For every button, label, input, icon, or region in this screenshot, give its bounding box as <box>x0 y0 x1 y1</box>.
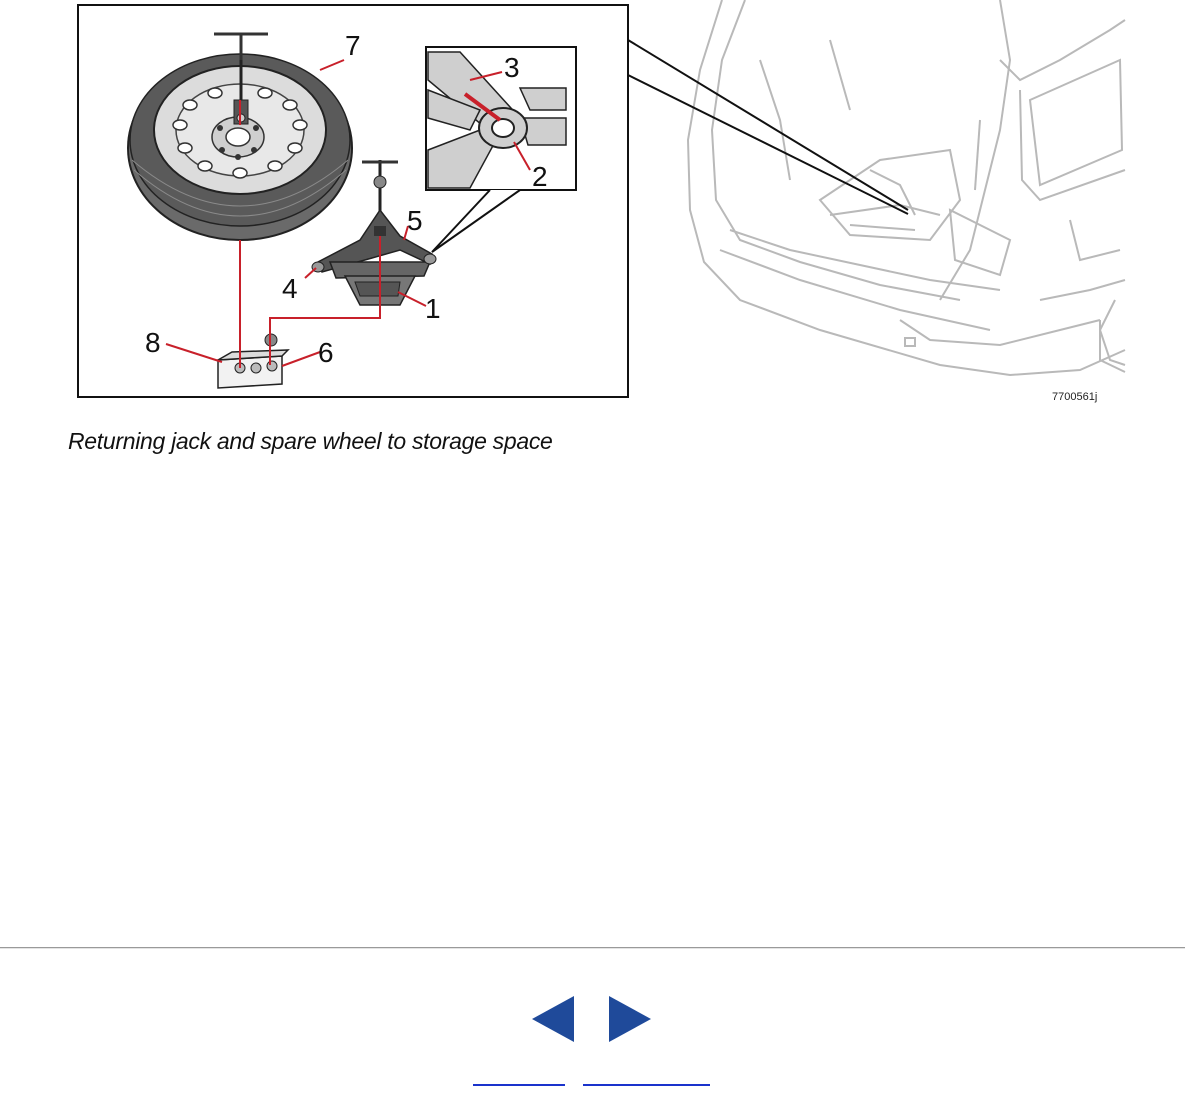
callout-6: 6 <box>318 337 334 368</box>
page-navigation <box>0 994 1185 1044</box>
footer-links <box>0 1062 1185 1092</box>
callout-2: 2 <box>532 161 548 192</box>
callout-5: 5 <box>407 205 423 236</box>
callout-1: 1 <box>425 293 441 324</box>
car-rear-illustration <box>688 0 1125 375</box>
footer-link-2[interactable] <box>583 1062 710 1086</box>
callout-3: 3 <box>504 52 520 83</box>
previous-page-button[interactable] <box>530 994 576 1044</box>
zoom-lines <box>628 40 908 214</box>
callout-7: 7 <box>345 30 361 61</box>
detail-inset <box>426 47 576 190</box>
right-triangle-icon <box>607 994 653 1044</box>
footer-link-1[interactable] <box>473 1062 565 1086</box>
figure-caption: Returning jack and spare wheel to storage space <box>68 428 553 454</box>
horizontal-divider <box>0 947 1185 949</box>
callout-4: 4 <box>282 273 298 304</box>
figure-code: 7700561j <box>1052 391 1098 403</box>
next-page-button[interactable] <box>607 994 653 1044</box>
illustration <box>0 0 1185 420</box>
callout-8: 8 <box>145 327 161 358</box>
left-triangle-icon <box>530 994 576 1044</box>
